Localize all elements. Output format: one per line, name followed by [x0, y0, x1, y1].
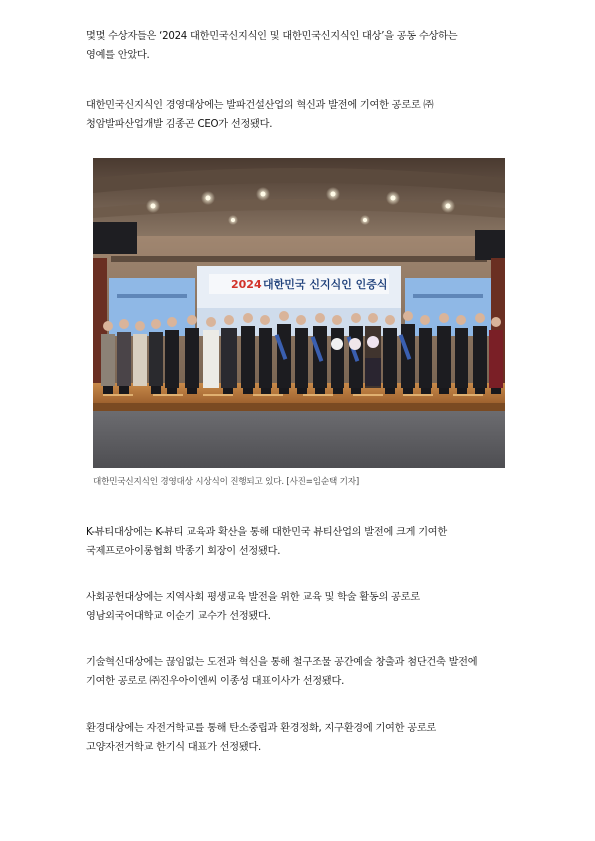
paragraph-4-line-2: 영남외국어대학교 이순기 교수가 선정됐다. [86, 611, 271, 622]
paragraph-5-line-2: 기여한 공로로 ㈜진우아이엔씨 이종성 대표이사가 선정됐다. [86, 676, 345, 687]
right-speaker [475, 230, 505, 260]
paragraph-1-line-1: 몇몇 수상자들은 ‘2024 대한민국신지식인 및 대한민국신지식인 대상’을 공동 수상하는 [86, 31, 458, 42]
paragraph-6 [86, 719, 516, 757]
ceremony-banner [197, 266, 401, 336]
paragraph-4-line-1: 사회공헌대상에는 지역사회 평생교육 발전을 위한 교육 및 학술 활동의 공로로 [86, 592, 420, 603]
paragraph-6-line-1: 환경대상에는 자전거학교를 통해 탄소중립과 환경정화, 지구환경에 기여한 공로로 [86, 723, 437, 734]
paragraph-4 [86, 588, 516, 626]
paragraph-3-line-2: 국제프로아이롱협회 박종기 회장이 선정됐다. [86, 546, 281, 557]
paragraph-3-line-1: K-뷰티대상에는 K-뷰티 교육과 확산을 통해 대한민국 뷰티산업의 발전에 크게 기여한 [86, 527, 447, 538]
photo-caption: 대한민국신지식인 경영대상 시상식이 진행되고 있다. [사진=임순택 기자] [93, 477, 359, 487]
paragraph-2-line-1: 대한민국신지식인 경영대상에는 발파건설산업의 혁신과 발전에 기여한 공로로 ㈜ [86, 100, 434, 111]
paragraph-6-line-2: 고양자전거학교 한기식 대표가 선정됐다. [86, 742, 262, 753]
paragraph-2 [86, 96, 516, 134]
paragraph-1 [86, 27, 516, 65]
paragraph-3 [86, 523, 516, 561]
award-ceremony-photo [93, 158, 505, 468]
paragraph-2-line-2: 청암발파산업개발 김종곤 CEO가 선정됐다. [86, 119, 273, 130]
paragraph-1-line-2: 영예를 안았다. [86, 50, 150, 61]
ceremony-photo-illustration [93, 158, 505, 468]
paragraph-5 [86, 653, 516, 691]
left-speaker [93, 222, 137, 254]
banner-year: 2024 [231, 278, 262, 291]
paragraph-5-line-1: 기술혁신대상에는 끊임없는 도전과 혁신을 통해 철구조물 공간예술 창출과 첨단건축 발전에 [86, 657, 478, 668]
banner-title: 대한민국 신지식인 인증식 [263, 278, 388, 291]
